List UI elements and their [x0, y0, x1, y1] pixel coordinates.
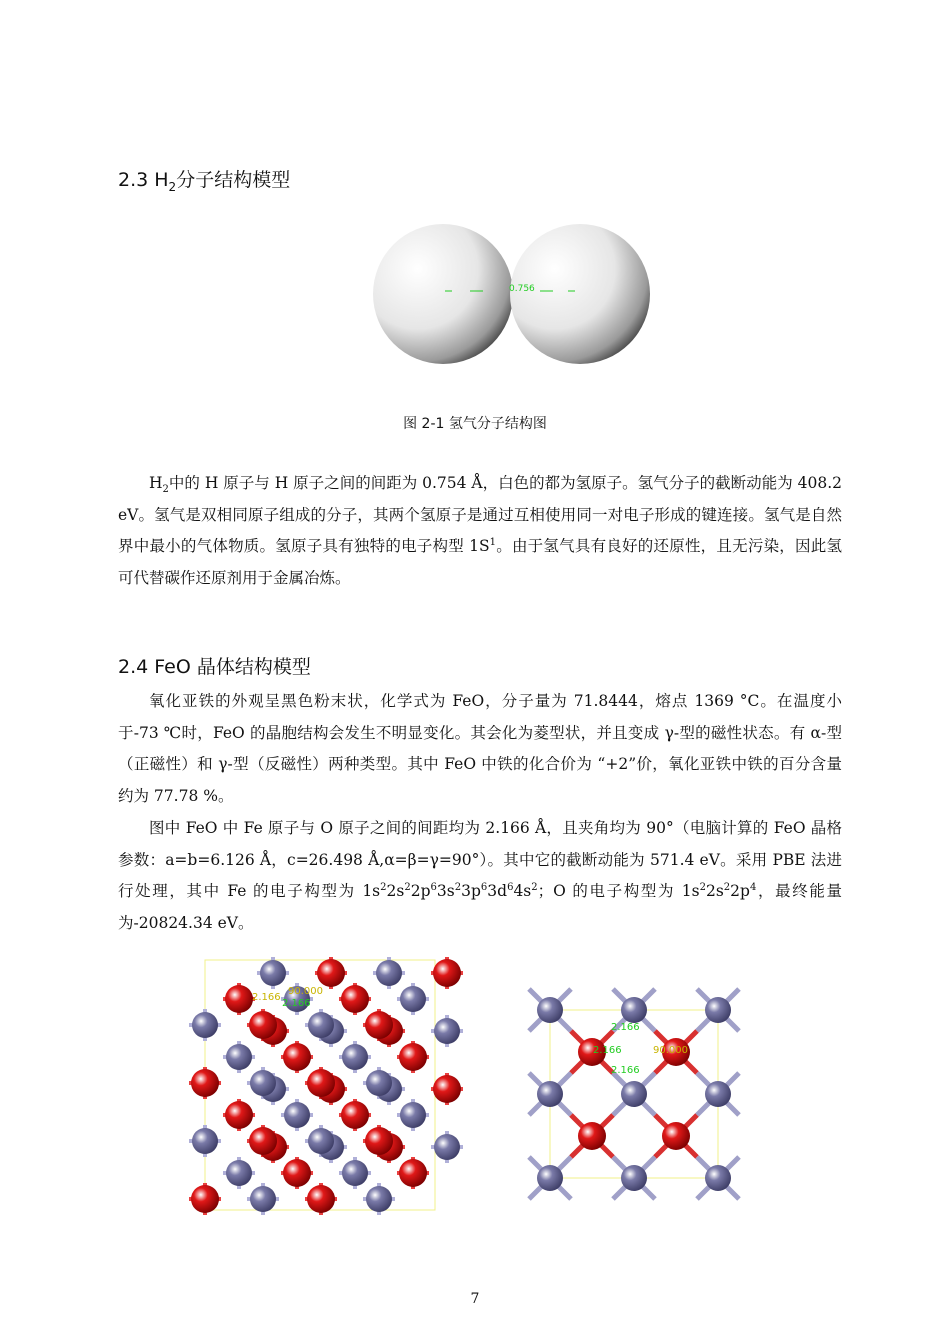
- feo-2d-lattice-figure: [515, 975, 755, 1205]
- section-heading-subscript: 2: [168, 179, 177, 194]
- section-heading-title: 分子结构模型: [176, 169, 291, 191]
- fe-atom: [284, 1102, 310, 1128]
- o-atom: [283, 1043, 311, 1071]
- fe-atom: [366, 1070, 392, 1096]
- page-number: 7: [470, 1291, 480, 1307]
- paragraph-feo-structure: [118, 813, 842, 939]
- o-atom: [399, 1159, 427, 1187]
- p3-seg: 图中 FeO 中 Fe 原子与 O 原子之间的间距均为 2.166 Å，且夹角均为 90°（电脑计算的 FeO 晶格参数：a=b=6.126 Å，c=26.498 Å,α=β=γ=90°）。其中它的截断动能为 571.4 eV。采用 PBE 法进行处理，其中 Fe 的电子构型为 1s: [118, 819, 842, 900]
- o-atom: [341, 1101, 369, 1129]
- fe-atom: [537, 997, 563, 1023]
- p3-sup: 2: [380, 881, 387, 893]
- section-heading-feo-model: 2.4 FeO 晶体结构模型: [118, 656, 311, 678]
- fe-atom: [621, 1081, 647, 1107]
- p3-sup: 2: [454, 881, 462, 893]
- measurement-label: 2.166: [611, 1022, 640, 1033]
- p3-sup: 2: [723, 881, 731, 893]
- paragraph-h2: [118, 468, 842, 594]
- o-atom: [307, 1069, 335, 1097]
- o-atom: [307, 1185, 335, 1213]
- measurement-label: 90.000: [653, 1045, 688, 1056]
- fe-atom: [434, 1134, 460, 1160]
- measurement-label: 2.166: [593, 1045, 622, 1056]
- fe-atom: [342, 1160, 368, 1186]
- o-atom: [317, 959, 345, 987]
- o-atom: [191, 1185, 219, 1213]
- fe-atom: [537, 1165, 563, 1191]
- fe-atom: [400, 1102, 426, 1128]
- p3-sup: 2: [699, 881, 706, 893]
- o-atom: [578, 1122, 606, 1150]
- p1-seg: 。由于氢气具有良好的还原性，且无污染，因此氢可代替碳作还原剂用于金属冶炼。: [118, 537, 842, 587]
- fe-atom: [308, 1128, 334, 1154]
- p1-seg: H: [149, 474, 163, 492]
- fe-atom: [537, 1081, 563, 1107]
- p3-sup: 2: [531, 881, 538, 893]
- p3-sup: 2: [404, 881, 411, 893]
- p3-sup: 6: [507, 881, 514, 893]
- o-atom: [283, 1159, 311, 1187]
- fe-atom: [226, 1160, 252, 1186]
- fe-atom: [376, 960, 402, 986]
- feo-3d-lattice-figure: [170, 950, 470, 1225]
- o-atom: [191, 1069, 219, 1097]
- paragraph-feo-properties: [118, 686, 842, 812]
- fe-atom: [705, 997, 731, 1023]
- p1-seg: 中的 H 原子与 H 原子之间的间距为 0.754 Å，白色的都为氢原子。氢气分子的截断动能为 408.2 eV。氢气是双相同原子组成的分子，其两个氢原子是通过互相使用同一对电子形成的键连接。氢气是自然界中最小的气体物质。氢原子具有独特的电子构型 1S: [118, 474, 842, 555]
- fe-atom: [621, 1165, 647, 1191]
- measurement-label: 2.166: [282, 998, 311, 1009]
- measurement-label: 90.000: [288, 986, 323, 997]
- o-atom: [249, 1011, 277, 1039]
- o-atom: [662, 1122, 690, 1150]
- fe-atom: [308, 1012, 334, 1038]
- measurement-label: 2.166: [611, 1065, 640, 1076]
- p3-seg: 3p: [461, 882, 481, 900]
- p3-seg: ，最终能量为-20824.34 eV。: [118, 882, 842, 932]
- section-heading-h2-model: [118, 168, 290, 199]
- fe-atom: [226, 1044, 252, 1070]
- o-atom: [249, 1127, 277, 1155]
- p3-seg: 3s: [436, 882, 455, 900]
- p3-seg: 3d: [487, 882, 508, 900]
- o-atom: [225, 1101, 253, 1129]
- fe-atom: [250, 1186, 276, 1212]
- o-atom: [433, 959, 461, 987]
- p3-seg: ；O 的电子构型为 1s: [537, 882, 700, 900]
- fe-atom: [342, 1044, 368, 1070]
- p1-sup: 1: [489, 536, 496, 548]
- fe-atom: [400, 986, 426, 1012]
- fe-atom: [260, 960, 286, 986]
- p3-seg: 2s: [386, 882, 405, 900]
- fe-atom: [621, 997, 647, 1023]
- fe-atom: [434, 1018, 460, 1044]
- p3-seg: 2p: [730, 882, 750, 900]
- o-atom: [399, 1043, 427, 1071]
- bond-distance-label: 0.756: [509, 284, 535, 294]
- p3-sup: 4: [749, 881, 757, 893]
- lattice-atoms: [191, 959, 461, 1213]
- h2-molecule-figure: [365, 218, 665, 373]
- o-atom: [365, 1127, 393, 1155]
- fe-atom: [705, 1165, 731, 1191]
- fe-atom: [192, 1128, 218, 1154]
- fe-atom: [366, 1186, 392, 1212]
- p3-seg: 2p: [410, 882, 431, 900]
- p3-seg: 4s: [513, 882, 532, 900]
- o-atom: [341, 985, 369, 1013]
- section-heading-number: 2.3 H: [118, 169, 169, 191]
- p3-sup: 6: [480, 881, 488, 893]
- hydrogen-atom-right: [510, 224, 650, 364]
- p3-seg: 2s: [705, 882, 724, 900]
- fe-atom: [705, 1081, 731, 1107]
- fe-atom: [250, 1070, 276, 1096]
- o-atom: [225, 985, 253, 1013]
- fe-atom: [192, 1012, 218, 1038]
- figure-caption: 图 2-1 氢气分子结构图: [403, 416, 547, 432]
- p1-sub: 2: [162, 484, 169, 496]
- p3-sup: 6: [430, 881, 437, 893]
- o-atom: [433, 1075, 461, 1103]
- hydrogen-atom-left: [373, 224, 513, 364]
- p2-text: 氧化亚铁的外观呈黑色粉末状，化学式为 FeO，分子量为 71.8444，熔点 1369 °C。在温度小于-73 ℃时，FeO 的晶胞结构会发生不明显变化。其会化为菱型状，并且变成 γ-型的磁性状态。有 α-型（正磁性）和 γ-型（反磁性）两种类型。其中 FeO 中铁的化合价为 “+2”价，氧化亚铁中铁的百分含量约为 77.78 %。: [118, 692, 842, 805]
- o-atom: [365, 1011, 393, 1039]
- measurement-label: 2.166: [252, 992, 281, 1003]
